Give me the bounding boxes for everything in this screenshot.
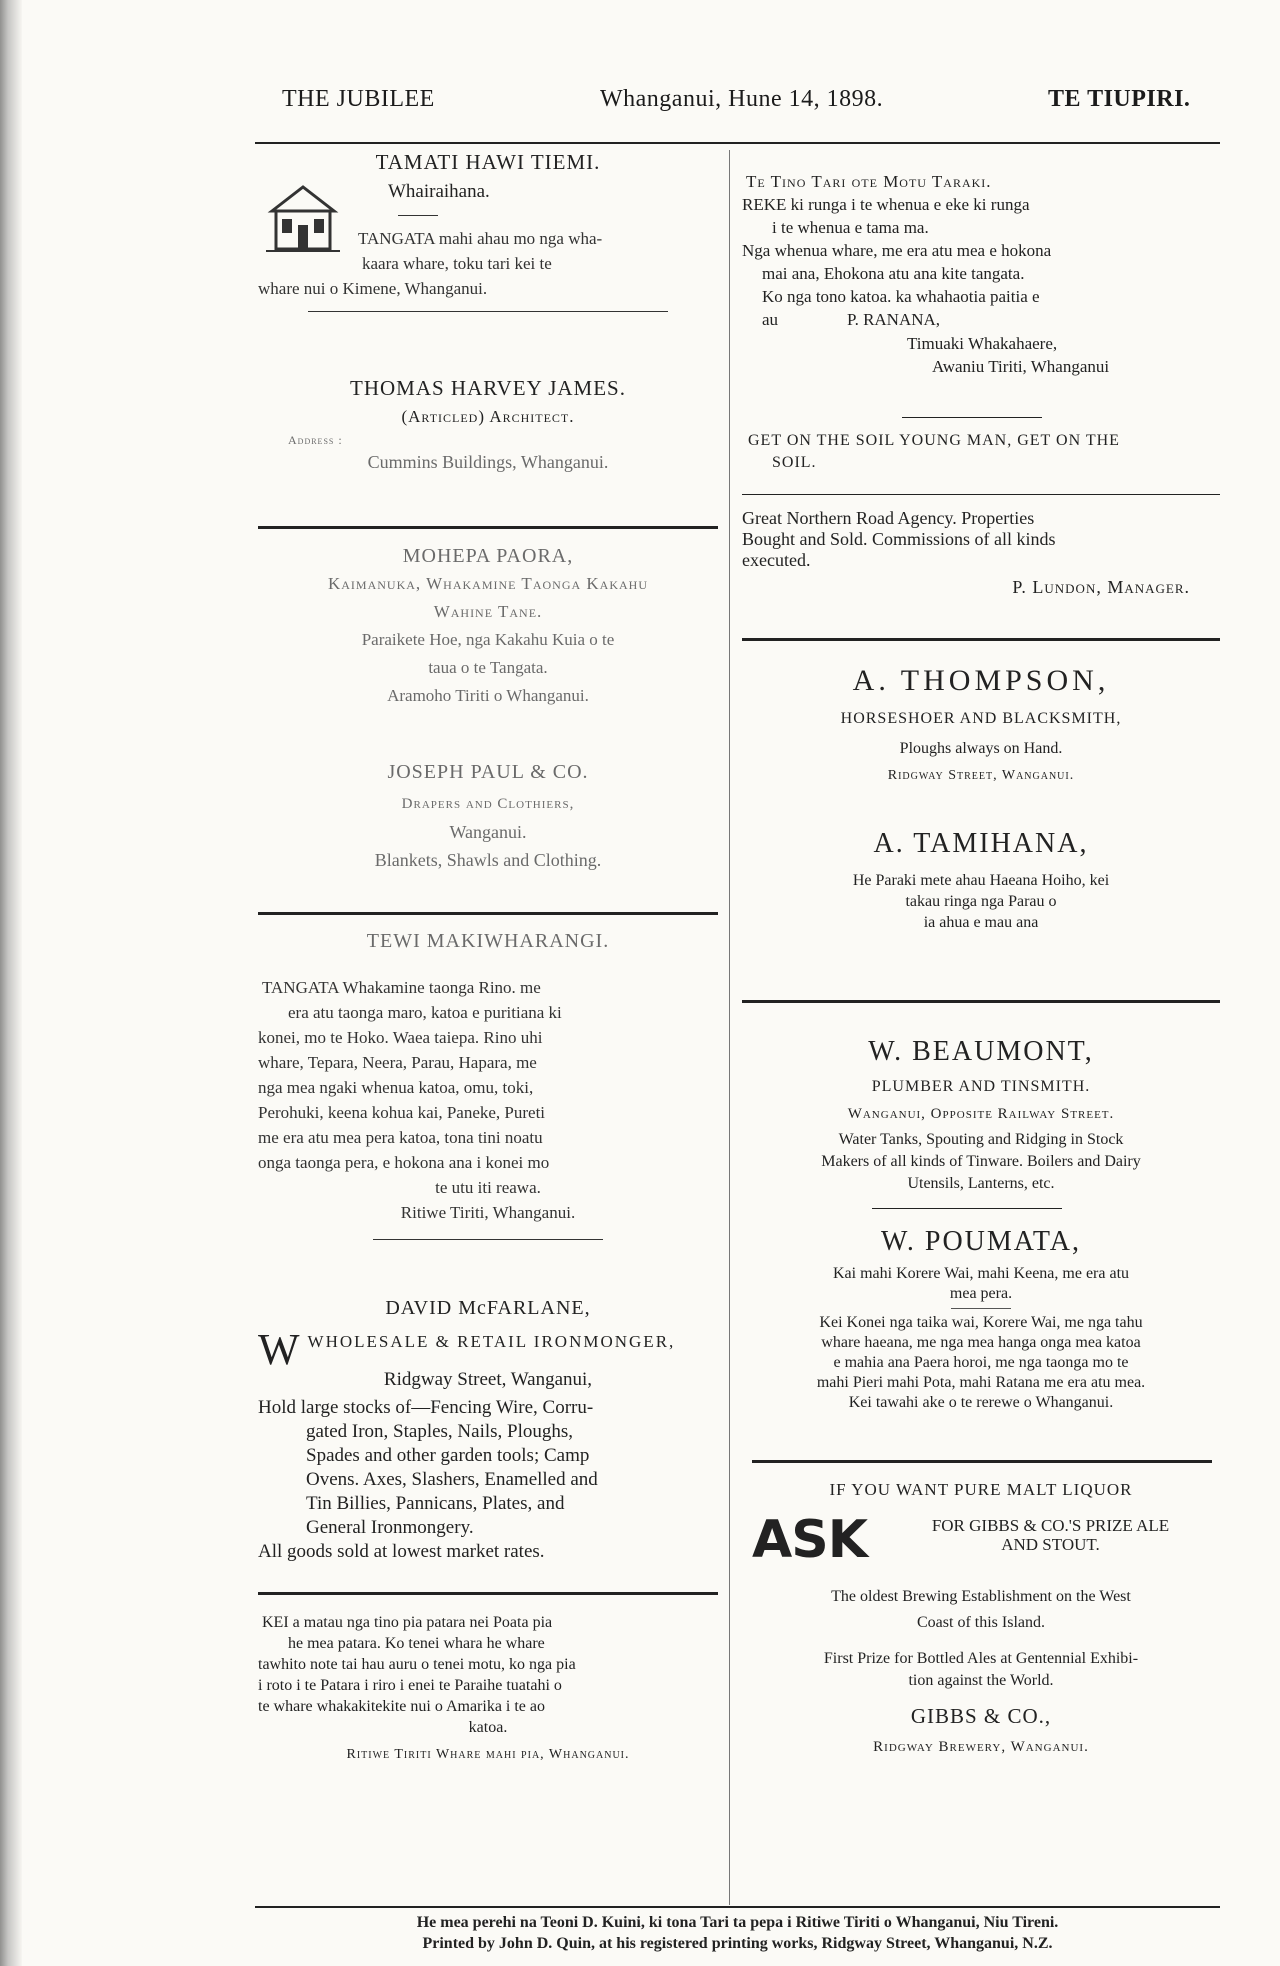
ad-address: Wanganui, Opposite Railway Street.: [847, 1106, 1115, 1122]
ad-line: mai ana, Ehokona atu ana kite tangata.: [762, 264, 1025, 283]
footer-line: He mea perehi na Teoni D. Kuini, ki tona Tari ta pepa i Ritiwe Tiriti o Whanganui, Niu Tireni.: [416, 1914, 1059, 1931]
ad-line: Paraikete Hoe, nga Kakahu Kuia o te: [361, 630, 615, 649]
footer-line: Printed by John D. Quin, at his registered printing works, Ridgway Street, Whanganui, N.Z.: [422, 1935, 1053, 1952]
ad-line: me era atu mea pera katoa, tona tini noatu: [258, 1128, 543, 1147]
ad-line: Great Northern Road Agency. Properties: [742, 508, 1035, 528]
short-rule: [951, 1308, 1011, 1309]
ad-sign: Awaniu Tiriti, Whanganui: [932, 357, 1110, 376]
ad-line: Wahine Tane.: [433, 602, 543, 621]
ad-tamati: [258, 150, 718, 370]
ad-line: Nga whenua whare, me era atu mea e hokona: [742, 241, 1052, 260]
ad-tamihana: [742, 828, 1220, 948]
ad-line: Makers of all kinds of Tinware. Boilers and Dairy: [821, 1153, 1141, 1170]
ad-title: A. THOMPSON,: [852, 664, 1110, 697]
ad-line: e mahia ana Paera horoi, me nga taonga mo te: [833, 1354, 1129, 1371]
divider: [258, 912, 718, 915]
ad-line: takau ringa nga Parau o: [905, 893, 1057, 910]
ad-sign: Timuaki Whakahaere,: [907, 334, 1058, 353]
divider: [258, 1592, 718, 1595]
ad-line: Bought and Sold. Commissions of all kinds: [742, 529, 1056, 549]
ad-trade: PLUMBER AND TINSMITH.: [871, 1078, 1091, 1095]
ad-line: Ko nga tono katoa. ka whahaotia paitia e: [762, 287, 1040, 306]
ad-line: Tin Billies, Pannicans, Plates, and: [306, 1493, 565, 1514]
masthead-right: TE TIUPIRI.: [1048, 86, 1191, 112]
masthead-left: THE JUBILEE: [282, 86, 435, 112]
ad-line: katoa.: [468, 1719, 508, 1736]
ad-line: whare haeana, me nga mea hanga onga mea katoa: [821, 1334, 1141, 1351]
ad-trade: Whairaihana.: [388, 181, 490, 202]
ad-mcfarlane: [258, 1296, 718, 1636]
ad-address: Ridgway Brewery, Wanganui.: [873, 1739, 1089, 1755]
ad-sign: Ritiwe Tiriti, Whanganui.: [400, 1203, 576, 1222]
ad-sign: Ritiwe Tiriti Whare mahi pia, Whanganui.: [346, 1747, 630, 1762]
ad-line: ia ahua e mau ana: [923, 914, 1039, 931]
ad-title: TEWI MAKIWHARANGI.: [366, 930, 610, 952]
dropcap-w: W: [258, 1325, 300, 1374]
ad-line: REKE ki runga i te whenua e eke ki runga: [742, 195, 1030, 214]
ad-role: (Articled) Architect.: [401, 407, 575, 426]
ad-line: Aramoho Tiriti o Whanganui.: [387, 686, 589, 705]
ad-tino: [742, 170, 1220, 410]
ad-subtitle: WHOLESALE & RETAIL IRONMONGER,: [307, 1332, 676, 1351]
column-divider: [729, 150, 730, 1905]
ad-line: FOR GIBBS & CO.'S PRIZE ALE: [931, 1516, 1170, 1535]
ad-line: GET ON THE SOIL YOUNG MAN, GET ON THE: [748, 432, 1120, 449]
ad-line: He Paraki mete ahau Haeana Hoiho, kei: [852, 872, 1110, 889]
divider: [308, 311, 668, 312]
ad-line: First Prize for Bottled Ales at Gentennial Exhibi-: [823, 1650, 1139, 1667]
ad-line: kaara whare, toku tari kei te: [362, 254, 552, 273]
ad-line: nga mea ngaki whenua katoa, omu, toki,: [258, 1078, 534, 1097]
ad-line: TANGATA mahi ahau mo nga wha-: [358, 229, 603, 248]
ad-line: mahi Pieri mahi Pota, mahi Ratana me era atu mea.: [816, 1374, 1146, 1391]
ad-line: Kai mahi Korere Wai, mahi Keena, me era atu: [832, 1265, 1130, 1282]
ad-gnra: [742, 508, 1220, 608]
ad-title: GIBBS & CO.,: [910, 1704, 1052, 1728]
ad-line: Perohuki, keena kohua kai, Paneke, Pureti: [258, 1103, 546, 1122]
ask-word: ASK: [752, 1510, 867, 1570]
ad-thompson: [742, 664, 1220, 784]
ad-line: Kaimanuka, Whakamine Taonga Kakahu: [327, 574, 649, 593]
ad-title: DAVID McFARLANE,: [385, 1297, 591, 1319]
ad-paul: [258, 758, 718, 898]
scan-edge: [0, 0, 22, 1966]
ad-line: KEI a matau nga tino pia patara nei Poata pia: [262, 1614, 553, 1631]
ad-line: i roto i te Patara i riro i enei te Paraihe tuatahi o: [258, 1677, 562, 1694]
ad-title: JOSEPH PAUL & CO.: [387, 761, 589, 783]
ad-line: Ovens. Axes, Slashers, Enamelled and: [306, 1469, 598, 1490]
ad-paora: [258, 542, 718, 722]
divider: [752, 1460, 1212, 1463]
ad-line: Water Tanks, Spouting and Ridging in Stock: [838, 1131, 1124, 1148]
ad-line: i te whenua e tama ma.: [772, 218, 929, 237]
house-illustration: [266, 181, 340, 253]
ad-address: Cummins Buildings, Whanganui.: [367, 452, 609, 472]
ad-line: te whare whakakitekite nui o Amarika i te ao: [258, 1698, 546, 1715]
ad-line: Drapers and Clothiers,: [401, 796, 575, 812]
ad-soil: [742, 430, 1220, 490]
ad-line: gated Iron, Staples, Nails, Ploughs,: [306, 1421, 574, 1442]
divider: [742, 1000, 1220, 1003]
ad-trade: HORSESHOER AND BLACKSMITH,: [840, 710, 1122, 727]
divider: [258, 526, 718, 529]
address-label: Address :: [288, 433, 343, 447]
divider: [373, 1239, 603, 1240]
ad-sign: au: [762, 310, 779, 329]
divider: [902, 417, 1042, 418]
ad-title: THOMAS HARVEY JAMES.: [350, 376, 626, 400]
ad-title: W. BEAUMONT,: [868, 1036, 1094, 1067]
divider: [742, 638, 1220, 641]
ad-line: te utu iti reawa.: [435, 1178, 541, 1197]
ad-gibbs: [742, 1480, 1220, 1770]
ad-line: The oldest Brewing Establishment on the West: [831, 1588, 1131, 1605]
ad-line: konei, mo te Hoko. Waea taiepa. Rino uhi: [258, 1028, 543, 1047]
ad-line: Hold large stocks of—Fencing Wire, Corru-: [258, 1397, 594, 1418]
ad-line: Ploughs always on Hand.: [899, 740, 1063, 757]
ad-sign: P. Lundon, Manager.: [1012, 577, 1190, 597]
ad-line: AND STOUT.: [1001, 1535, 1100, 1554]
ad-title: Te Tino Tari ote Motu Taraki.: [746, 172, 992, 191]
header-rule: [255, 142, 1220, 144]
ad-line: he mea patara. Ko tenei whara he whare: [288, 1635, 545, 1652]
ad-line: Utensils, Lanterns, etc.: [907, 1175, 1055, 1192]
ad-line: Kei tawahi ake o te rerewe o Whanganui.: [848, 1394, 1114, 1411]
ad-james: [258, 376, 718, 516]
ad-makiwharangi: [258, 930, 718, 1250]
footer: [255, 1912, 1220, 1954]
ad-beaumont: [742, 1036, 1220, 1196]
ad-line: Coast of this Island.: [917, 1614, 1045, 1631]
masthead-date: Whanganui, Hune 14, 1898.: [600, 86, 884, 112]
divider: [742, 494, 1220, 495]
short-rule: [398, 215, 438, 216]
ad-line: Kei Konei nga taika wai, Korere Wai, me nga tahu: [819, 1314, 1143, 1331]
ad-address: Ridgway Street, Wanganui.: [887, 768, 1075, 783]
ad-line: whare nui o Kimene, Whanganui.: [258, 279, 488, 298]
ad-title: A. TAMIHANA,: [873, 828, 1089, 859]
ad-line: whare, Tepara, Neera, Parau, Hapara, me: [258, 1053, 537, 1072]
ad-line: era atu taonga maro, katoa e puritiana ki: [288, 1003, 562, 1022]
divider: [872, 1208, 1062, 1209]
ad-line: SOIL.: [772, 454, 817, 471]
ad-line: mea pera.: [949, 1285, 1013, 1302]
ad-line: Wanganui.: [449, 822, 527, 842]
ad-line: taua o te Tangata.: [428, 658, 548, 677]
ad-line: TANGATA Whakamine taonga Rino. me: [262, 978, 541, 997]
masthead: [0, 86, 1280, 120]
ad-line: All goods sold at lowest market rates.: [258, 1541, 545, 1562]
ad-line: onga taonga pera, e hokona ana i konei mo: [258, 1153, 550, 1172]
ad-poumata: [742, 1226, 1220, 1446]
ad-line: Spades and other garden tools; Camp: [306, 1445, 590, 1466]
ad-line: tawhito note tai hau auru o tenei motu, ko nga pia: [258, 1656, 576, 1673]
ad-line: Blankets, Shawls and Clothing.: [374, 850, 602, 870]
ad-line: General Ironmongery.: [306, 1517, 474, 1538]
ad-line: executed.: [742, 550, 811, 570]
ad-title: MOHEPA PAORA,: [402, 545, 574, 567]
ad-heading: IF YOU WANT PURE MALT LIQUOR: [829, 1480, 1133, 1499]
footer-rule: [255, 1906, 1220, 1908]
ad-street: Ridgway Street, Wanganui,: [383, 1369, 593, 1390]
ad-poata: [258, 1612, 718, 1792]
ad-title: W. POUMATA,: [881, 1226, 1081, 1257]
ad-line: tion against the World.: [908, 1672, 1054, 1689]
ad-sign: P. RANANA,: [847, 310, 941, 329]
ad-title: TAMATI HAWI TIEMI.: [375, 150, 601, 174]
